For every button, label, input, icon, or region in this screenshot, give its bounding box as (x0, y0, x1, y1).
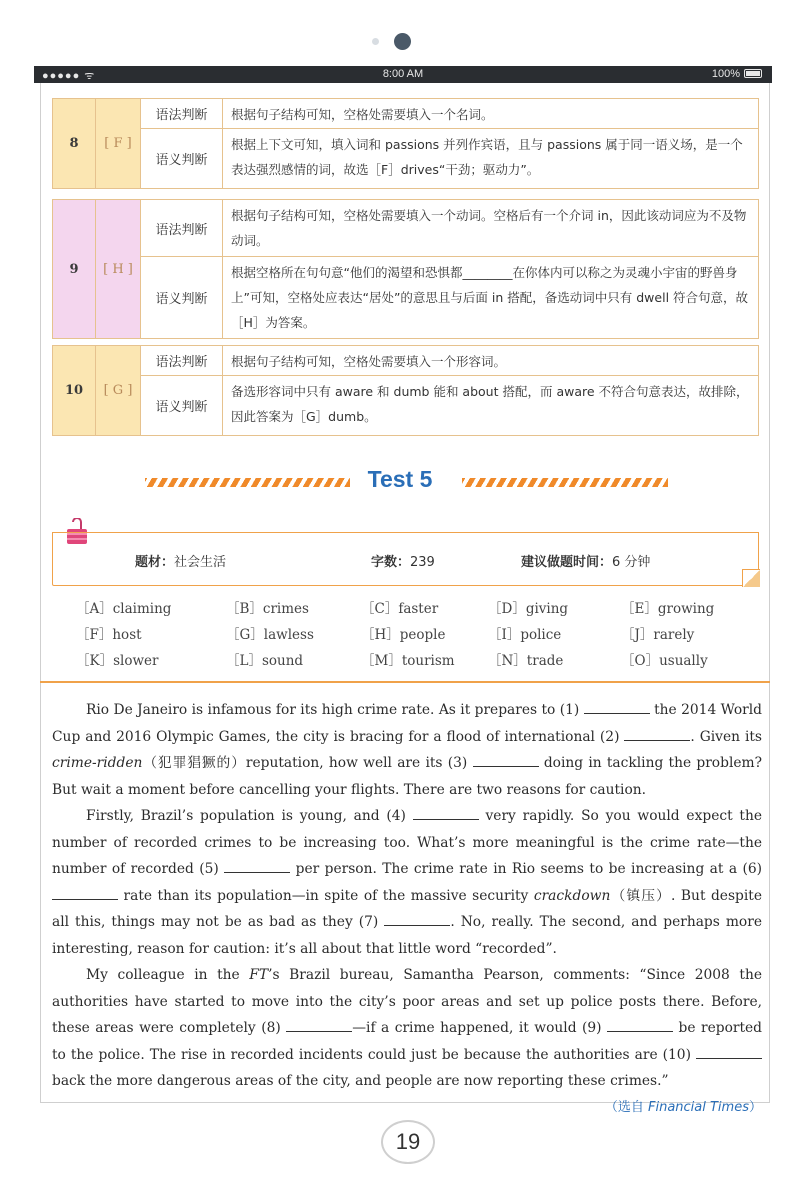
blank-7[interactable] (384, 914, 450, 926)
stripe-decoration-right (462, 478, 668, 487)
passage-text: per person. The crime rate in Rio seems to be increasing at a (6) (295, 861, 763, 877)
passage-text: the 2014 World Cup and 2016 Olympic Games, the city is bracing for a flood of international (2) (52, 702, 763, 745)
status-time: 8:00 AM (382, 68, 424, 80)
passage-text: very rapidly. So you would expect the number of recorded crimes to be increasing too. What’s more meaningful is the crime rate—the number of recorded (5) (52, 808, 763, 877)
word-count-value: 239 (410, 555, 435, 570)
test-title: Test 5 (367, 466, 433, 492)
paragraph-1 (52, 697, 762, 803)
answer-number: 10 (53, 346, 95, 435)
battery-icon (744, 69, 762, 78)
row-text: 根据上下文可知，填入词和 passions 并列作宾语，且与 passions 属于同一语义场，是一个表达强烈感情的词，故选［F］drives“干劲；驱动力”。 (231, 137, 743, 177)
answer-block-9 (52, 199, 759, 339)
row-label: 语法判断 (141, 346, 223, 375)
battery-indicator (712, 68, 762, 80)
option-j: ［J］rarely (621, 627, 695, 643)
row-text: 根据句子结构可知，空格处需要填入一个形容词。 (231, 354, 507, 369)
option-h: ［H］people (361, 627, 446, 643)
passage-text: . No, really. The second, and perhaps more interesting, reason for caution: it’s all about that little word “recorded”. (52, 914, 762, 957)
passage-text: Firstly, Brazil’s population is young, and (4) (86, 808, 406, 824)
test-title-banner (0, 466, 800, 498)
answer-number: 8 (53, 99, 95, 188)
source-name: Financial Times (647, 1099, 749, 1115)
blank-8[interactable] (286, 1020, 352, 1032)
option-i: ［I］police (488, 627, 562, 643)
option-o: ［O］usually (621, 653, 708, 669)
blank-5[interactable] (224, 861, 290, 873)
answer-number: 9 (53, 200, 95, 338)
passage-text: rate than its population—in spite of the massive security (123, 887, 529, 904)
row-text: 根据句子结构可知，空格处需要填入一个名词。 (231, 107, 494, 122)
passage-text: . Given its (690, 728, 762, 745)
source-citation (571, 1095, 762, 1122)
section-divider (40, 681, 770, 683)
passage-text: （镇压）. But despite all this, things may not be as bad as they (7) (52, 887, 763, 930)
status-bar (34, 66, 772, 83)
option-d: ［D］giving (488, 601, 569, 617)
option-c: ［C］faster (361, 601, 439, 617)
row-text: 根据句子结构可知，空格处需要填入一个动词。空格后有一个介词 in，因此该动词应为不及物动词。 (231, 208, 747, 248)
blank-9[interactable] (607, 1020, 673, 1032)
blank-1[interactable] (584, 702, 650, 714)
blank-6[interactable] (52, 888, 118, 900)
answer-block-8 (52, 98, 759, 189)
option-n: ［N］trade (488, 653, 564, 669)
topic-info (135, 551, 226, 570)
passage-text: （犯罪猖獗的）reputation, how well are its (3) (142, 755, 468, 771)
blank-10[interactable] (696, 1047, 762, 1059)
row-label: 语法判断 (141, 200, 223, 256)
answer-key: [ F ] (95, 99, 140, 188)
passage-text: Rio De Janeiro is infamous for its high crime rate. As it prepares to (1) (86, 702, 580, 718)
paragraph-3 (52, 962, 763, 1115)
passage-text: ’s Brazil bureau, Samantha Pearson, comments: “Since 2008 the authorities have started to move into the city’s poor areas and set up police posts there. Before, these areas were completely (8) (52, 967, 763, 1036)
answer-key: [ G ] (95, 346, 140, 435)
word-count-info (371, 551, 435, 570)
row-label: 语义判断 (141, 257, 223, 338)
option-b: ［B］crimes (226, 601, 309, 617)
blank-2[interactable] (624, 729, 690, 741)
option-f: ［F］host (76, 627, 142, 643)
page-indicator-dot[interactable] (372, 38, 379, 45)
passage-text: be reported to the police. The rise in recorded incidents could just be because the authorities are (10) (52, 1020, 763, 1063)
option-m: ［M］tourism (361, 653, 455, 669)
time-info (521, 551, 650, 570)
passage-italic-term: crime-ridden (52, 755, 143, 771)
source-suffix: ） (748, 1099, 762, 1115)
blank-3[interactable] (473, 755, 539, 767)
page-fold-decoration (742, 569, 760, 587)
option-e: ［E］growing (621, 601, 715, 617)
signal-icon: ●●●●● ᯤ (42, 70, 96, 82)
passage-italic-term: crackdown (533, 887, 611, 904)
paragraph-2 (52, 803, 762, 962)
word-count-label: 字数： (371, 555, 411, 570)
option-k: ［K］slower (76, 653, 159, 669)
info-box (52, 532, 759, 586)
passage-text: My colleague in the (86, 967, 240, 983)
option-g: ［G］lawless (226, 627, 314, 643)
page-indicator-dot-active[interactable] (394, 33, 411, 50)
row-text: 根据空格所在句句意“他们的渴望和恐惧都________在你体内可以称之为灵魂小宇宙的野兽身上”可知，空格处应表达“居处”的意思且与后面 in 搭配，备选动词中只有 dwell 符合句意，故［H］为答案。 (231, 265, 749, 330)
row-label: 语法判断 (141, 99, 223, 128)
reading-passage (52, 697, 762, 1121)
blank-4[interactable] (413, 808, 479, 820)
page-number: 19 (381, 1120, 435, 1164)
option-a: ［A］claiming (76, 601, 172, 617)
row-label: 语义判断 (141, 376, 223, 435)
row-label: 语义判断 (141, 129, 223, 188)
option-l: ［L］sound (226, 653, 304, 669)
time-label: 建议做题时间： (521, 555, 613, 570)
passage-text: —if a crime happened, it would (9) (352, 1020, 602, 1036)
time-value: 6 分钟 (612, 555, 651, 570)
battery-percent: 100% (711, 68, 740, 80)
topic-label: 题材： (135, 555, 175, 570)
answer-key: [ H ] (95, 200, 140, 338)
answer-block-10 (52, 345, 759, 436)
passage-text: doing in tackling the problem? But wait a moment before cancelling your flights. There are two reasons for caution. (52, 755, 763, 798)
passage-italic-term: FT (249, 967, 269, 983)
topic-value: 社会生活 (174, 555, 227, 570)
source-prefix: （选自 (604, 1099, 648, 1115)
row-text: 备选形容词中只有 aware 和 dumb 能和 about 搭配，而 aware 不符合句意表达，故排除，因此答案为［G］dumb。 (231, 384, 749, 424)
passage-text: back the more dangerous areas of the city, and people are now reporting these crimes.” (52, 1073, 669, 1089)
